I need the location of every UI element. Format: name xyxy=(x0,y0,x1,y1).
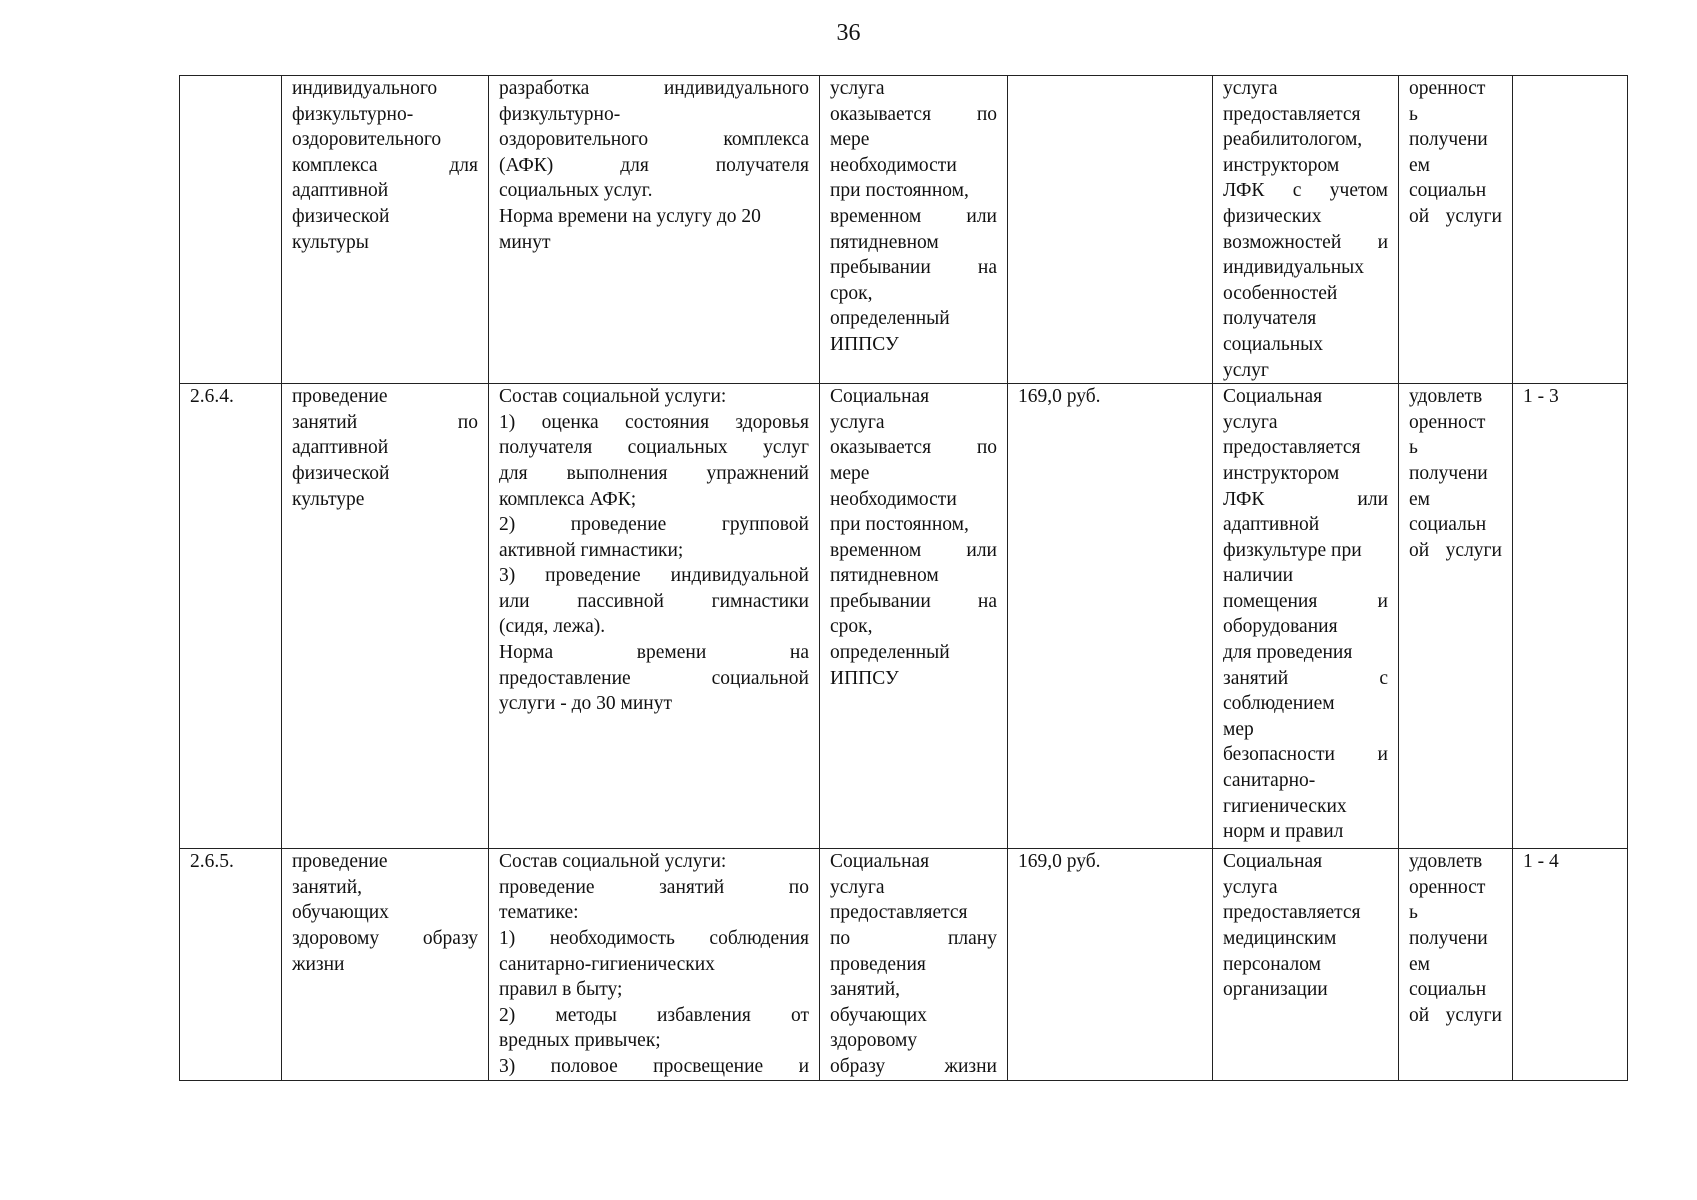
table-row xyxy=(180,76,1628,384)
cell-text-line: предоставляется xyxy=(1223,103,1361,125)
cell-text-line: предоставление социальной xyxy=(499,667,809,689)
cell-text-line: вредных привычек; xyxy=(499,1030,661,1052)
service-number-cell xyxy=(180,76,282,384)
cell-text-line: тематике: xyxy=(499,902,579,924)
cell-text-line: ой услуги xyxy=(1409,539,1502,561)
frequency-cell xyxy=(1513,76,1628,384)
cell-text-line: норм и правил xyxy=(1223,821,1344,843)
frequency-cell xyxy=(1513,384,1628,849)
service-number-cell xyxy=(180,849,282,1081)
cell-text-line: реабилитологом, xyxy=(1223,129,1363,151)
cell-text-line: получателя социальных услуг xyxy=(499,437,809,459)
service-number: 2.6.5. xyxy=(190,851,234,873)
cell-text-line: пятидневном xyxy=(830,231,939,253)
cell-text-line: необходимости xyxy=(830,154,957,176)
quality-cell xyxy=(1213,76,1399,384)
cell-text-line: ем xyxy=(1409,953,1430,975)
cell-text-line: Норма времени на услугу до 20 xyxy=(499,205,761,227)
cell-text-line: пребывании на xyxy=(830,590,997,612)
service-content-cell xyxy=(489,849,820,1081)
cell-text-line: 2) проведение групповой xyxy=(499,514,809,536)
cell-text-line: занятий, xyxy=(292,876,363,898)
cell-text-line: предоставляется xyxy=(830,902,968,924)
cell-text-line: оборудования xyxy=(1223,616,1338,638)
cell-text-line: социальных xyxy=(1223,333,1324,355)
service-number-cell xyxy=(180,384,282,849)
cell-text-line: обучающих xyxy=(292,902,389,924)
cell-text-line: помещения и xyxy=(1223,590,1388,612)
service-conditions-cell xyxy=(820,849,1008,1081)
cell-text-line: физкультуре при xyxy=(1223,539,1362,561)
cell-text-line: ь xyxy=(1409,103,1418,125)
cell-text-line: оренност xyxy=(1409,78,1486,99)
cell-text-line: ИППСУ xyxy=(830,667,899,689)
cell-text-line: Социальная xyxy=(1223,386,1323,408)
cell-text-line: ЛФК или xyxy=(1223,488,1388,510)
cell-text-line: получателя xyxy=(1223,308,1317,330)
service-name-cell xyxy=(282,384,489,849)
cell-text-line: социальн xyxy=(1409,180,1487,202)
cell-text-line: услуга xyxy=(830,876,885,898)
cell-text-line: определенный xyxy=(830,308,950,330)
cell-text-line: возможностей и xyxy=(1223,231,1388,253)
cell-text-line: комплекса АФК; xyxy=(499,488,637,510)
cell-text-line: предоставляется xyxy=(1223,437,1361,459)
cell-text-line: 3) проведение индивидуальной xyxy=(499,565,809,587)
cell-text-line: физической xyxy=(292,462,390,484)
cell-text-line: временном или xyxy=(830,205,997,227)
cell-text-line: организации xyxy=(1223,979,1328,1001)
cell-text-line: социальных услуг. xyxy=(499,180,653,202)
cell-text-line: удовлетв xyxy=(1409,851,1483,873)
cell-text-line: мере xyxy=(830,462,870,484)
cell-text-line: Социальная xyxy=(830,386,930,408)
cell-text-line: оренност xyxy=(1409,411,1486,433)
cell-text-line: при постоянном, xyxy=(830,514,969,536)
cell-text-line: услуга xyxy=(830,78,885,99)
cell-text-line: 1) оценка состояния здоровья xyxy=(499,411,809,433)
cell-text-line: санитарно-гигиенических xyxy=(499,953,715,975)
cell-text-line: культуре xyxy=(292,488,365,510)
cell-text-line: Состав социальной услуги: xyxy=(499,851,727,873)
page-number: 36 xyxy=(836,20,861,46)
cell-text-line: физкультурно- xyxy=(499,103,621,125)
cell-text-line: персоналом xyxy=(1223,953,1321,975)
service-conditions-cell xyxy=(820,76,1008,384)
cell-text-line: медицинским xyxy=(1223,927,1337,949)
cell-text-line: занятий с xyxy=(1223,667,1388,689)
cell-text-line: ем xyxy=(1409,154,1430,176)
cell-text-line: оздоровительного xyxy=(292,129,442,151)
cell-text-line: получени xyxy=(1409,462,1488,484)
frequency-cell xyxy=(1513,849,1628,1081)
cell-text-line: услуга xyxy=(1223,876,1278,898)
cell-text-line: физической xyxy=(292,205,390,227)
cell-text-line: ем xyxy=(1409,488,1430,510)
service-conditions-cell xyxy=(820,384,1008,849)
cell-text-line: мер xyxy=(1223,718,1254,740)
cell-text-line: физических xyxy=(1223,205,1322,227)
cell-text-line: физкультурно- xyxy=(292,103,414,125)
table-row xyxy=(180,849,1628,1081)
cell-text-line: ИППСУ xyxy=(830,333,899,355)
cell-text-line: здоровому образу xyxy=(292,927,478,949)
cell-text-line: комплекса для xyxy=(292,154,478,176)
cell-text-line: адаптивной xyxy=(292,180,389,202)
cell-text-line: ЛФК с учетом xyxy=(1223,180,1388,202)
cell-text-line: жизни xyxy=(292,953,345,975)
cell-text-line: наличии xyxy=(1223,565,1294,587)
cell-text-line: для выполнения упражнений xyxy=(499,462,809,484)
cell-text-line: адаптивной xyxy=(292,437,389,459)
cell-text-line: разработка индивидуального xyxy=(499,78,809,99)
cell-text-line: получени xyxy=(1409,927,1488,949)
cell-text-line: проведение xyxy=(292,851,388,873)
cell-text-line: адаптивной xyxy=(1223,514,1320,536)
cell-text-line: 3) половое просвещение и xyxy=(499,1055,809,1077)
cell-text-line: правил в быту; xyxy=(499,979,623,1001)
cell-text-line: при постоянном, xyxy=(830,180,969,202)
cell-text-line: особенностей xyxy=(1223,282,1338,304)
cell-text-line: услуга xyxy=(1223,78,1278,99)
evaluation-cell xyxy=(1399,849,1513,1081)
cell-text-line: услуга xyxy=(1223,411,1278,433)
cell-text-line: пятидневном xyxy=(830,565,939,587)
cell-text-line: оренност xyxy=(1409,876,1486,898)
cell-text-line: ь xyxy=(1409,902,1418,924)
cell-text-line: инструктором xyxy=(1223,154,1340,176)
cell-text-line: определенный xyxy=(830,642,950,664)
cell-text-line: мере xyxy=(830,129,870,151)
cell-text-line: необходимости xyxy=(830,488,957,510)
cell-text-line: оздоровительного комплекса xyxy=(499,129,809,151)
cell-text-line: получени xyxy=(1409,129,1488,151)
evaluation-cell xyxy=(1399,76,1513,384)
cell-text-line: временном или xyxy=(830,539,997,561)
cell-text-line: (АФК) для получателя xyxy=(499,154,809,176)
cell-text-line: ой услуги xyxy=(1409,1004,1502,1026)
cell-text-line: удовлетв xyxy=(1409,386,1483,408)
cell-text-line: Состав социальной услуги: xyxy=(499,386,727,408)
evaluation-cell xyxy=(1399,384,1513,849)
cell-text-line: индивидуальных xyxy=(1223,257,1365,279)
cell-text-line: (сидя, лежа). xyxy=(499,616,606,638)
cell-text-line: проведение занятий по xyxy=(499,876,809,898)
cell-text-line: услуг xyxy=(1223,359,1269,381)
cell-text-line: ой услуги xyxy=(1409,205,1502,227)
cell-text-line: здоровому xyxy=(830,1030,918,1052)
cell-text-line: по плану xyxy=(830,927,997,949)
cell-text-line: гигиенических xyxy=(1223,795,1347,817)
cell-text-line: проведение xyxy=(292,386,388,408)
service-content-cell xyxy=(489,76,820,384)
cell-text-line: проведения xyxy=(830,953,926,975)
services-table xyxy=(179,75,1628,1081)
cell-text-line: Норма времени на xyxy=(499,642,809,664)
tariff-value: 169,0 руб. xyxy=(1018,386,1101,408)
tariff-cell xyxy=(1008,76,1213,384)
frequency-value: 1 - 3 xyxy=(1523,386,1559,408)
service-name-cell xyxy=(282,76,489,384)
tariff-cell xyxy=(1008,384,1213,849)
cell-text-line: санитарно- xyxy=(1223,770,1316,792)
quality-cell xyxy=(1213,384,1399,849)
cell-text-line: срок, xyxy=(830,616,873,638)
cell-text-line: минут xyxy=(499,231,551,253)
cell-text-line: инструктором xyxy=(1223,462,1340,484)
cell-text-line: безопасности и xyxy=(1223,744,1388,766)
cell-text-line: для проведения xyxy=(1223,642,1353,664)
cell-text-line: 2) методы избавления от xyxy=(499,1004,809,1026)
cell-text-line: обучающих xyxy=(830,1004,927,1026)
cell-text-line: социальн xyxy=(1409,979,1487,1001)
cell-text-line: активной гимнастики; xyxy=(499,539,684,561)
service-number: 2.6.4. xyxy=(190,386,234,408)
cell-text-line: социальн xyxy=(1409,514,1487,536)
cell-text-line: ь xyxy=(1409,437,1418,459)
cell-text-line: оказывается по xyxy=(830,103,997,125)
cell-text-line: занятий, xyxy=(830,979,901,1001)
cell-text-line: соблюдением xyxy=(1223,693,1335,715)
cell-text-line: Социальная xyxy=(830,851,930,873)
cell-text-line: услуги - до 30 минут xyxy=(499,693,672,715)
cell-text-line: или пассивной гимнастики xyxy=(499,590,809,612)
service-content-cell xyxy=(489,384,820,849)
frequency-value: 1 - 4 xyxy=(1523,851,1559,873)
cell-text-line: образу жизни xyxy=(830,1055,997,1077)
cell-text-line: занятий по xyxy=(292,411,478,433)
quality-cell xyxy=(1213,849,1399,1081)
cell-text-line: услуга xyxy=(830,411,885,433)
tariff-cell xyxy=(1008,849,1213,1081)
table-row xyxy=(180,384,1628,849)
cell-text-line: пребывании на xyxy=(830,257,997,279)
service-name-cell xyxy=(282,849,489,1081)
cell-text-line: 1) необходимость соблюдения xyxy=(499,927,809,949)
tariff-value: 169,0 руб. xyxy=(1018,851,1101,873)
cell-text-line: культуры xyxy=(292,231,369,253)
cell-text-line: индивидуального xyxy=(292,78,438,99)
cell-text-line: срок, xyxy=(830,282,873,304)
cell-text-line: оказывается по xyxy=(830,437,997,459)
cell-text-line: предоставляется xyxy=(1223,902,1361,924)
cell-text-line: Социальная xyxy=(1223,851,1323,873)
